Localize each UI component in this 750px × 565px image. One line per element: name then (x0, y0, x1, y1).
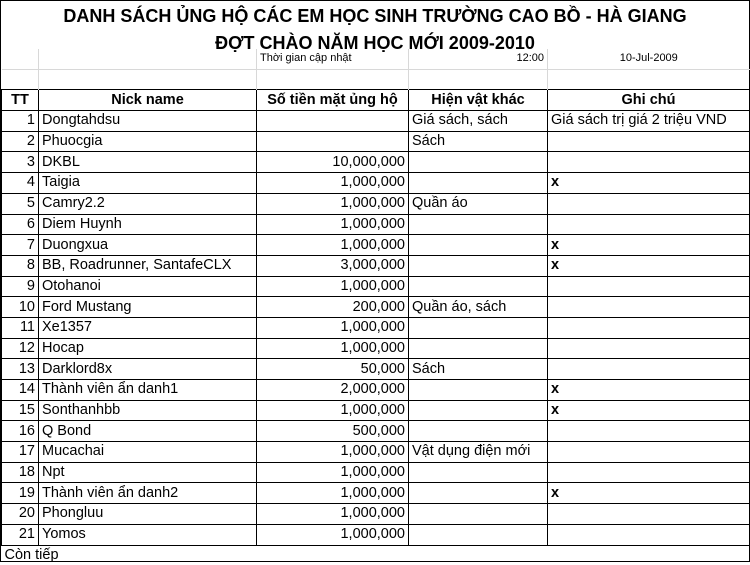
goods-cell[interactable] (409, 255, 548, 276)
goods-cell[interactable] (409, 317, 548, 338)
goods-cell[interactable]: Quần áo, sách (409, 297, 548, 318)
update-label: Thời gian cập nhật (257, 49, 409, 69)
nick-cell[interactable]: Sonthanhbb (39, 400, 257, 421)
table-row (2, 235, 750, 256)
row-number[interactable]: 19 (2, 483, 39, 504)
nick-cell[interactable]: Duongxua (39, 235, 257, 256)
note-cell[interactable]: x (548, 483, 750, 504)
row-number[interactable]: 8 (2, 255, 39, 276)
amount-cell[interactable]: 1,000,000 (257, 483, 409, 504)
table-row (2, 276, 750, 297)
nick-cell[interactable]: Thành viên ẩn danh1 (39, 380, 257, 401)
header-amount: Số tiền mặt ủng hộ (257, 90, 409, 111)
amount-cell[interactable] (257, 111, 409, 132)
note-cell[interactable] (548, 131, 750, 152)
note-cell[interactable] (548, 421, 750, 442)
nick-cell[interactable]: Dongtahdsu (39, 111, 257, 132)
update-time: 12:00 (409, 49, 548, 69)
row-number[interactable]: 3 (2, 152, 39, 173)
row-number[interactable]: 10 (2, 297, 39, 318)
row-number[interactable]: 9 (2, 276, 39, 297)
goods-cell[interactable] (409, 524, 548, 545)
note-cell[interactable] (548, 442, 750, 463)
nick-cell[interactable]: Q Bond (39, 421, 257, 442)
nick-cell[interactable]: Yomos (39, 524, 257, 545)
nick-cell[interactable]: Phuocgia (39, 131, 257, 152)
row-number[interactable]: 21 (2, 524, 39, 545)
amount-cell[interactable]: 1,000,000 (257, 524, 409, 545)
goods-cell[interactable] (409, 338, 548, 359)
amount-cell[interactable]: 1,000,000 (257, 193, 409, 214)
nick-cell[interactable]: DKBL (39, 152, 257, 173)
goods-cell[interactable]: Quần áo (409, 193, 548, 214)
title-line-1: DANH SÁCH ỦNG HỘ CÁC EM HỌC SINH TRƯỜNG CAO BỒ - HÀ GIANG (63, 6, 687, 26)
amount-cell[interactable]: 1,000,000 (257, 504, 409, 525)
table-row (2, 400, 750, 421)
row-number[interactable]: 20 (2, 504, 39, 525)
table-row (2, 483, 750, 504)
row-number[interactable]: 16 (2, 421, 39, 442)
table-row (2, 131, 750, 152)
row-number[interactable]: 7 (2, 235, 39, 256)
header-nick: Nick name (39, 90, 257, 111)
row-number[interactable]: 11 (2, 317, 39, 338)
goods-cell[interactable] (409, 173, 548, 194)
donation-table (1, 49, 750, 565)
amount-cell[interactable]: 2,000,000 (257, 380, 409, 401)
amount-cell[interactable]: 3,000,000 (257, 255, 409, 276)
note-cell[interactable] (548, 338, 750, 359)
row-number[interactable]: 18 (2, 462, 39, 483)
amount-cell[interactable]: 1,000,000 (257, 462, 409, 483)
note-cell[interactable] (548, 317, 750, 338)
table-row (2, 359, 750, 380)
note-cell[interactable] (548, 297, 750, 318)
note-cell[interactable] (548, 524, 750, 545)
note-cell[interactable]: x (548, 400, 750, 421)
nick-cell[interactable]: BB, Roadrunner, SantafeCLX (39, 255, 257, 276)
header-note: Ghi chú (548, 90, 750, 111)
update-row (2, 49, 750, 69)
amount-cell[interactable]: 1,000,000 (257, 276, 409, 297)
amount-cell[interactable]: 1,000,000 (257, 442, 409, 463)
table-row (2, 462, 750, 483)
update-date: 10-Jul-2009 (548, 49, 750, 69)
note-cell[interactable] (548, 152, 750, 173)
title-line-2: ĐỢT CHÀO NĂM HỌC MỚI 2009-2010 (215, 33, 535, 53)
goods-cell[interactable] (409, 421, 548, 442)
goods-cell[interactable]: Sách (409, 131, 548, 152)
table-row (2, 524, 750, 545)
table-row (2, 338, 750, 359)
note-cell[interactable]: Giá sách trị giá 2 triệu VND (548, 111, 750, 132)
amount-cell[interactable]: 10,000,000 (257, 152, 409, 173)
goods-cell[interactable] (409, 380, 548, 401)
note-cell[interactable]: x (548, 255, 750, 276)
nick-cell[interactable]: Camry2.2 (39, 193, 257, 214)
table-row (2, 380, 750, 401)
table-row (2, 255, 750, 276)
table-row (2, 297, 750, 318)
goods-cell[interactable]: Vật dụng điện mới (409, 442, 548, 463)
table-row (2, 173, 750, 194)
nick-cell[interactable]: Otohanoi (39, 276, 257, 297)
nick-cell[interactable]: Diem Huynh (39, 214, 257, 235)
row-number[interactable]: 1 (2, 111, 39, 132)
header-tt: TT (2, 90, 39, 111)
note-cell[interactable] (548, 214, 750, 235)
row-number[interactable]: 14 (2, 380, 39, 401)
nick-cell[interactable]: Mucachai (39, 442, 257, 463)
amount-cell[interactable]: 1,000,000 (257, 400, 409, 421)
table-row (2, 317, 750, 338)
nick-cell[interactable]: Darklord8x (39, 359, 257, 380)
note-cell[interactable]: x (548, 380, 750, 401)
amount-cell[interactable]: 1,000,000 (257, 214, 409, 235)
blank-row (2, 69, 750, 90)
note-cell[interactable] (548, 359, 750, 380)
note-cell[interactable] (548, 193, 750, 214)
nick-cell[interactable]: Taigia (39, 173, 257, 194)
table-row (2, 152, 750, 173)
row-number[interactable]: 4 (2, 173, 39, 194)
goods-cell[interactable] (409, 400, 548, 421)
amount-cell[interactable]: 1,000,000 (257, 173, 409, 194)
table-row (2, 111, 750, 132)
nick-cell[interactable]: Thành viên ẩn danh2 (39, 483, 257, 504)
note-cell[interactable] (548, 504, 750, 525)
table-row (2, 504, 750, 525)
note-cell[interactable]: x (548, 173, 750, 194)
note-cell[interactable] (548, 462, 750, 483)
row-number[interactable]: 13 (2, 359, 39, 380)
amount-cell[interactable]: 1,000,000 (257, 235, 409, 256)
row-number[interactable]: 12 (2, 338, 39, 359)
table-row (2, 442, 750, 463)
continued-note: Còn tiếp (2, 545, 750, 565)
goods-cell[interactable]: Sách (409, 359, 548, 380)
header-row (2, 90, 750, 111)
header-goods: Hiện vật khác (409, 90, 548, 111)
goods-cell[interactable] (409, 483, 548, 504)
goods-cell[interactable] (409, 214, 548, 235)
nick-cell[interactable]: Hocap (39, 338, 257, 359)
goods-cell[interactable] (409, 276, 548, 297)
row-number[interactable]: 15 (2, 400, 39, 421)
amount-cell[interactable]: 1,000,000 (257, 317, 409, 338)
row-number[interactable]: 17 (2, 442, 39, 463)
amount-cell[interactable] (257, 131, 409, 152)
amount-cell[interactable]: 50,000 (257, 359, 409, 380)
nick-cell[interactable]: Xe1357 (39, 317, 257, 338)
note-cell[interactable] (548, 276, 750, 297)
table-row (2, 214, 750, 235)
row-number[interactable]: 6 (2, 214, 39, 235)
goods-cell[interactable] (409, 504, 548, 525)
nick-cell[interactable]: Npt (39, 462, 257, 483)
goods-cell[interactable] (409, 152, 548, 173)
table-row (2, 193, 750, 214)
nick-cell[interactable]: Ford Mustang (39, 297, 257, 318)
amount-cell[interactable]: 500,000 (257, 421, 409, 442)
goods-cell[interactable] (409, 235, 548, 256)
footer-row (2, 545, 750, 565)
amount-cell[interactable]: 200,000 (257, 297, 409, 318)
nick-cell[interactable]: Phongluu (39, 504, 257, 525)
table-row (2, 421, 750, 442)
goods-cell[interactable]: Giá sách, sách (409, 111, 548, 132)
row-number[interactable]: 2 (2, 131, 39, 152)
row-number[interactable]: 5 (2, 193, 39, 214)
amount-cell[interactable]: 1,000,000 (257, 338, 409, 359)
note-cell[interactable]: x (548, 235, 750, 256)
goods-cell[interactable] (409, 462, 548, 483)
